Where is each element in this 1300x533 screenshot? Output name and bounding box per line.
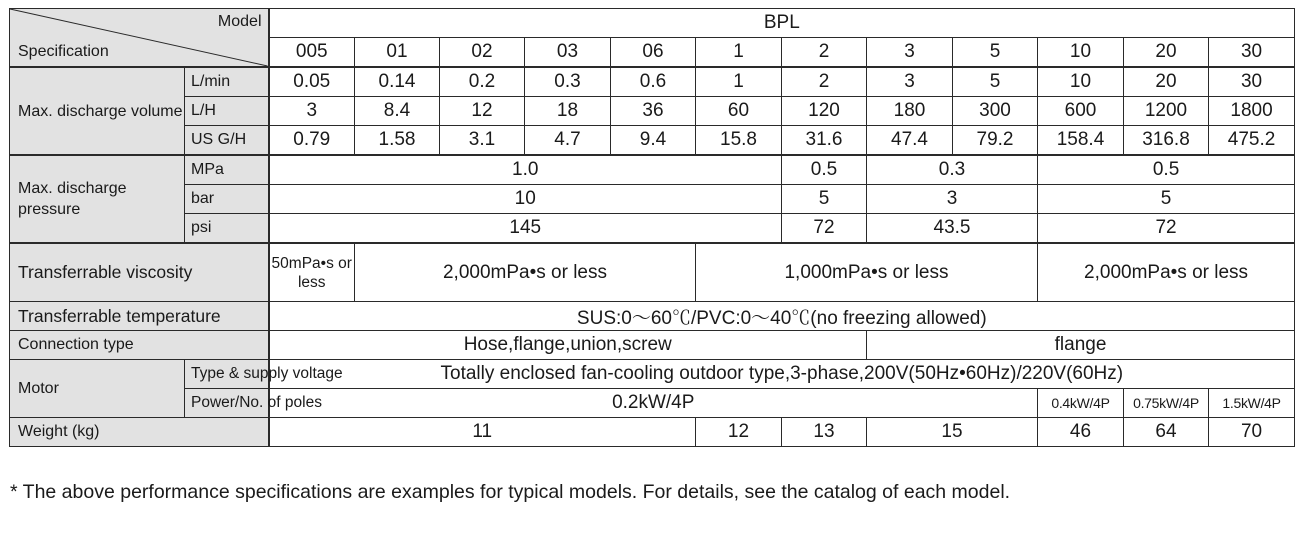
model-code: 2 bbox=[782, 38, 867, 68]
model-code: 3 bbox=[867, 38, 953, 68]
viscosity-label: Transferrable viscosity bbox=[10, 243, 269, 302]
table-cell: 50mPa•s or less bbox=[269, 243, 355, 302]
table-cell: 180 bbox=[867, 97, 953, 126]
model-code: 5 bbox=[953, 38, 1038, 68]
table-cell: 60 bbox=[696, 97, 782, 126]
model-code: 06 bbox=[611, 38, 696, 68]
table-cell: 5 bbox=[782, 185, 867, 214]
model-code: 005 bbox=[269, 38, 355, 68]
table-cell: 5 bbox=[1038, 185, 1295, 214]
unit-label: L/H bbox=[185, 97, 269, 126]
table-cell: 3 bbox=[867, 185, 1038, 214]
table-cell: 3 bbox=[867, 67, 953, 97]
table-cell: 3 bbox=[269, 97, 355, 126]
connection-label: Connection type bbox=[10, 331, 269, 360]
table-cell: flange bbox=[867, 331, 1295, 360]
motor-power-label: Power/No. of poles bbox=[185, 389, 269, 418]
connection-row bbox=[10, 331, 1295, 360]
temperature-label: Transferrable temperature bbox=[10, 302, 269, 331]
unit-label: bar bbox=[185, 185, 269, 214]
table-cell: 10 bbox=[269, 185, 782, 214]
table-cell: 0.4kW/4P bbox=[1038, 389, 1124, 418]
table-cell: 8.4 bbox=[355, 97, 440, 126]
specification-label: Specification bbox=[18, 43, 109, 60]
model-code: 01 bbox=[355, 38, 440, 68]
header-row-series bbox=[10, 9, 1295, 38]
motor-label-text: Motor bbox=[18, 379, 59, 397]
table-cell: 1,000mPa•s or less bbox=[696, 243, 1038, 302]
viscosity-row bbox=[10, 243, 1295, 302]
table-cell: 0.5 bbox=[782, 155, 867, 185]
corner-header-cell bbox=[10, 9, 269, 68]
table-cell: 43.5 bbox=[867, 214, 1038, 244]
model-code: 30 bbox=[1209, 38, 1295, 68]
table-cell: 158.4 bbox=[1038, 126, 1124, 156]
pressure-row-mpa bbox=[10, 155, 1295, 185]
table-cell: 72 bbox=[782, 214, 867, 244]
table-cell: 2,000mPa•s or less bbox=[1038, 243, 1295, 302]
table-cell: 1200 bbox=[1124, 97, 1209, 126]
pressure-row-psi bbox=[10, 214, 1295, 244]
table-cell: 1.0 bbox=[269, 155, 782, 185]
series-name: BPL bbox=[269, 9, 1295, 38]
unit-label: L/min bbox=[185, 67, 269, 97]
footnote: * The above performance specifications are examples for typical models. For details, see the catalog of each model. bbox=[10, 481, 1011, 503]
volume-row-usgh bbox=[10, 126, 1295, 156]
table-cell: 30 bbox=[1209, 67, 1295, 97]
table-cell: 9.4 bbox=[611, 126, 696, 156]
table-cell: 12 bbox=[440, 97, 525, 126]
table-cell: 2 bbox=[782, 67, 867, 97]
table-cell: Hose,flange,union,screw bbox=[269, 331, 867, 360]
table-cell: Totally enclosed fan-cooling outdoor type,3-phase,200V(50Hz•60Hz)/220V(60Hz) bbox=[269, 360, 1295, 389]
table-cell: 600 bbox=[1038, 97, 1124, 126]
weight-label: Weight (kg) bbox=[10, 418, 269, 447]
table-cell: 2,000mPa•s or less bbox=[355, 243, 696, 302]
table-cell: 145 bbox=[269, 214, 782, 244]
unit-label: MPa bbox=[185, 155, 269, 185]
table-cell: 36 bbox=[611, 97, 696, 126]
table-cell: 12 bbox=[696, 418, 782, 447]
weight-row bbox=[10, 418, 1295, 447]
unit-label: psi bbox=[185, 214, 269, 244]
table-cell: 79.2 bbox=[953, 126, 1038, 156]
motor-type-row bbox=[10, 360, 1295, 389]
table-cell: 1.5kW/4P bbox=[1209, 389, 1295, 418]
table-cell: 15.8 bbox=[696, 126, 782, 156]
model-code: 03 bbox=[525, 38, 611, 68]
model-label: Model bbox=[217, 13, 262, 30]
table-cell: 0.2 bbox=[440, 67, 525, 97]
table-cell: 10 bbox=[1038, 67, 1124, 97]
model-code: 20 bbox=[1124, 38, 1209, 68]
pressure-row-bar bbox=[10, 185, 1295, 214]
unit-label: US G/H bbox=[185, 126, 269, 156]
model-code: 10 bbox=[1038, 38, 1124, 68]
table-cell: 1.58 bbox=[355, 126, 440, 156]
table-cell: 46 bbox=[1038, 418, 1124, 447]
table-cell: 72 bbox=[1038, 214, 1295, 244]
table-cell: 47.4 bbox=[867, 126, 953, 156]
table-cell: 0.75kW/4P bbox=[1124, 389, 1209, 418]
discharge-pressure-label: Max. discharge pressure bbox=[10, 155, 185, 243]
table-cell: 11 bbox=[269, 418, 696, 447]
motor-label bbox=[10, 360, 185, 418]
table-cell: 13 bbox=[782, 418, 867, 447]
table-cell: 300 bbox=[953, 97, 1038, 126]
table-cell: 475.2 bbox=[1209, 126, 1295, 156]
table-cell: 5 bbox=[953, 67, 1038, 97]
table-cell: 31.6 bbox=[782, 126, 867, 156]
table-cell: 64 bbox=[1124, 418, 1209, 447]
table-cell: 20 bbox=[1124, 67, 1209, 97]
table-cell: 4.7 bbox=[525, 126, 611, 156]
table-cell: 0.79 bbox=[269, 126, 355, 156]
table-cell: 0.05 bbox=[269, 67, 355, 97]
table-cell: 0.3 bbox=[867, 155, 1038, 185]
table-cell: 15 bbox=[867, 418, 1038, 447]
table-cell: 70 bbox=[1209, 418, 1295, 447]
motor-type-label: Type & supply voltage bbox=[185, 360, 269, 389]
table-cell: 1800 bbox=[1209, 97, 1295, 126]
table-cell: 1 bbox=[696, 67, 782, 97]
table-cell: 3.1 bbox=[440, 126, 525, 156]
table-cell: 120 bbox=[782, 97, 867, 126]
discharge-volume-label: Max. discharge volume bbox=[10, 67, 185, 155]
table-cell: 18 bbox=[525, 97, 611, 126]
motor-power-row bbox=[10, 389, 1295, 418]
table-cell: 0.2kW/4P bbox=[269, 389, 1038, 418]
temperature-row bbox=[10, 302, 1295, 331]
model-code: 02 bbox=[440, 38, 525, 68]
spec-table bbox=[9, 8, 1295, 447]
table-cell: SUS:0〜60℃/PVC:0〜40℃(no freezing allowed) bbox=[269, 302, 1295, 331]
model-code: 1 bbox=[696, 38, 782, 68]
table-cell: 0.5 bbox=[1038, 155, 1295, 185]
table-cell: 0.6 bbox=[611, 67, 696, 97]
table-cell: 0.14 bbox=[355, 67, 440, 97]
volume-row-lh bbox=[10, 97, 1295, 126]
table-cell: 0.3 bbox=[525, 67, 611, 97]
table-cell: 316.8 bbox=[1124, 126, 1209, 156]
volume-row-lmin bbox=[10, 67, 1295, 97]
